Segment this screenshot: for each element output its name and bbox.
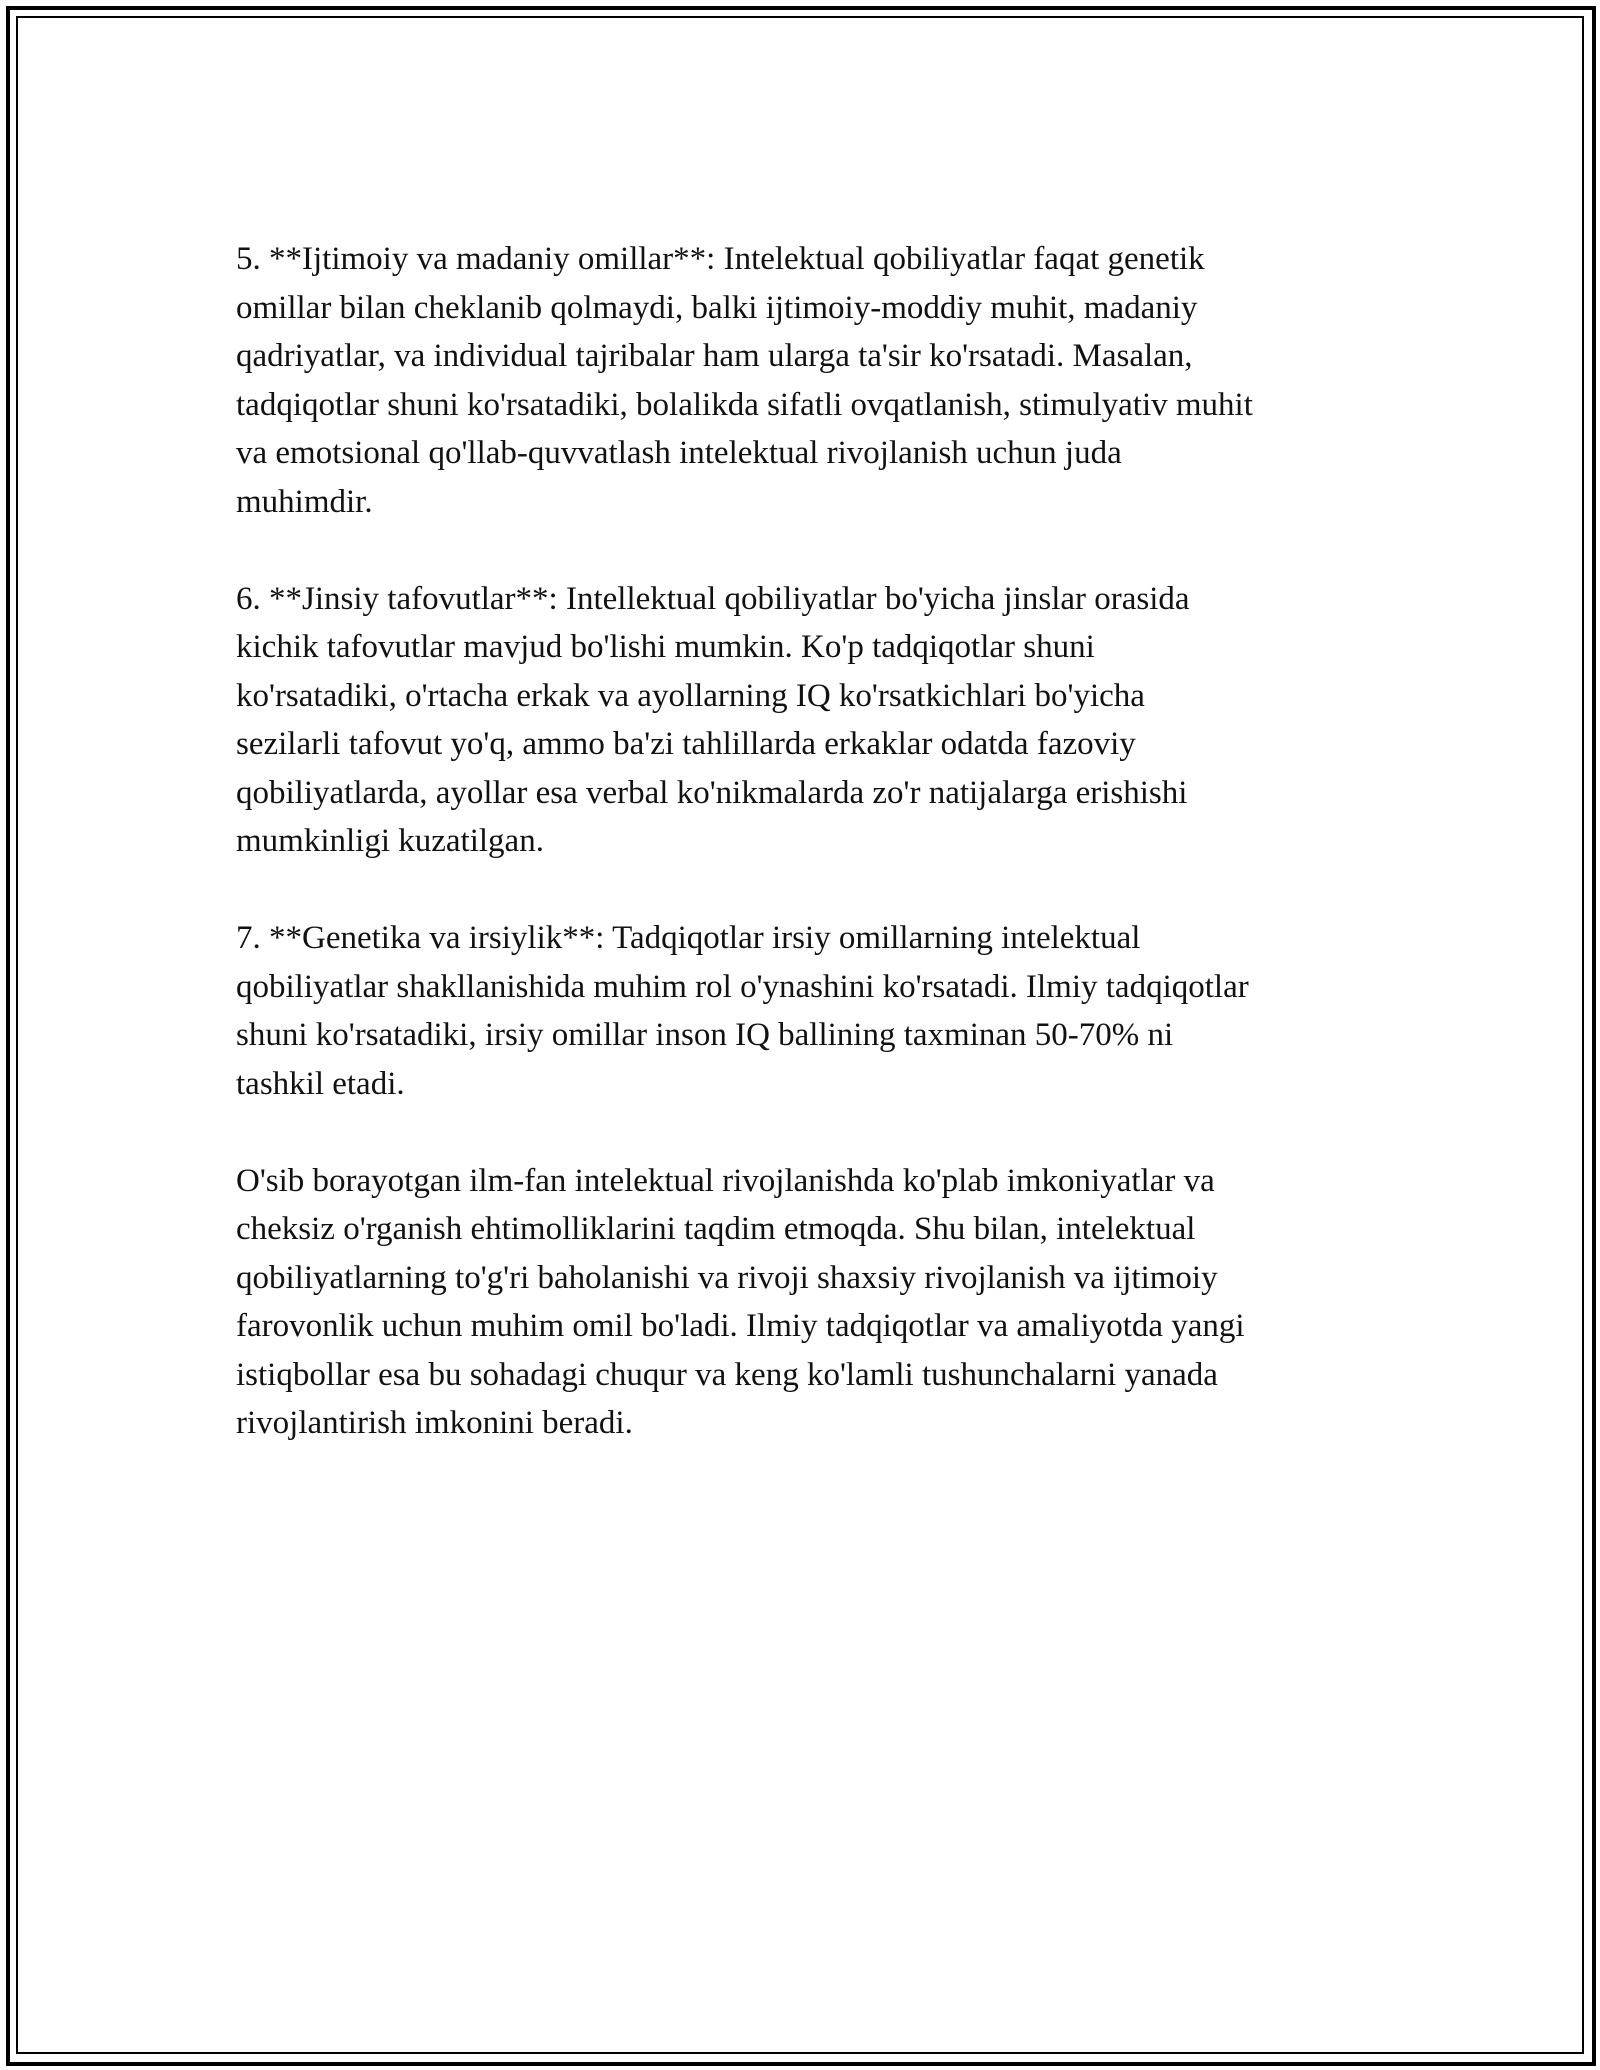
document-body [236,235,1386,1496]
paragraph-social-cultural-factors: 5. **Ijtimoiy va madaniy omillar**: Intelektual qobiliyatlar faqat genetik omillar bilan cheklanib qolmaydi, balki ijtimoiy-moddiy muhit, madaniy qadriyatlar, va individual tajribalar ham ularga ta'sir ko'rsatadi. Masalan, tadqiqotlar shuni ko'rsatadiki, bolalikda sifatli ovqatlanish, stimulyativ muhit va emotsional qo'llab-quvvatlash intelektual rivojlanish uchun juda muhimdir. [236,241,1253,520]
paragraph-gender-differences: 6. **Jinsiy tafovutlar**: Intellektual qobiliyatlar bo'yicha jinslar orasida kichik tafovutlar mavjud bo'lishi mumkin. Ko'p tadqiqotlar shuni ko'rsatadiki, o'rtacha erkak va ayollarning IQ ko'rsatkichlari bo'yicha sezilarli tafovut yo'q, ammo ba'zi tahlillarda erkaklar odatda fazoviy qobiliyatlarda, ayollar esa verbal ko'nikmalarda zo'r natijalarga erishishi mumkinligi kuzatilgan. [236,580,1190,859]
paragraph-conclusion: O'sib borayotgan ilm-fan intelektual rivojlanishda ko'plab imkoniyatlar va cheksiz o'rganish ehtimolliklarini taqdim etmoqda. Shu bilan, intelektual qobiliyatlarning to'g'ri baholanishi va rivoji shaxsiy rivojlanish va ijtimoiy farovonlik uchun muhim omil bo'ladi. Ilmiy tadqiqotlar va amaliyotda yangi istiqbollar esa bu sohadagi chuqur va keng ko'lamli tushunchalarni yanada rivojlantirish imkonini beradi. [236,1162,1245,1441]
paragraph-genetics-heredity: 7. **Genetika va irsiylik**: Tadqiqotlar irsiy omillarning intelektual qobiliyatlar shakllanishida muhim rol o'ynashini ko'rsatadi. Ilmiy tadqiqotlar shuni ko'rsatadiki, irsiy omillar inson IQ ballining taxminan 50-70% ni tashkil etadi. [236,920,1249,1102]
